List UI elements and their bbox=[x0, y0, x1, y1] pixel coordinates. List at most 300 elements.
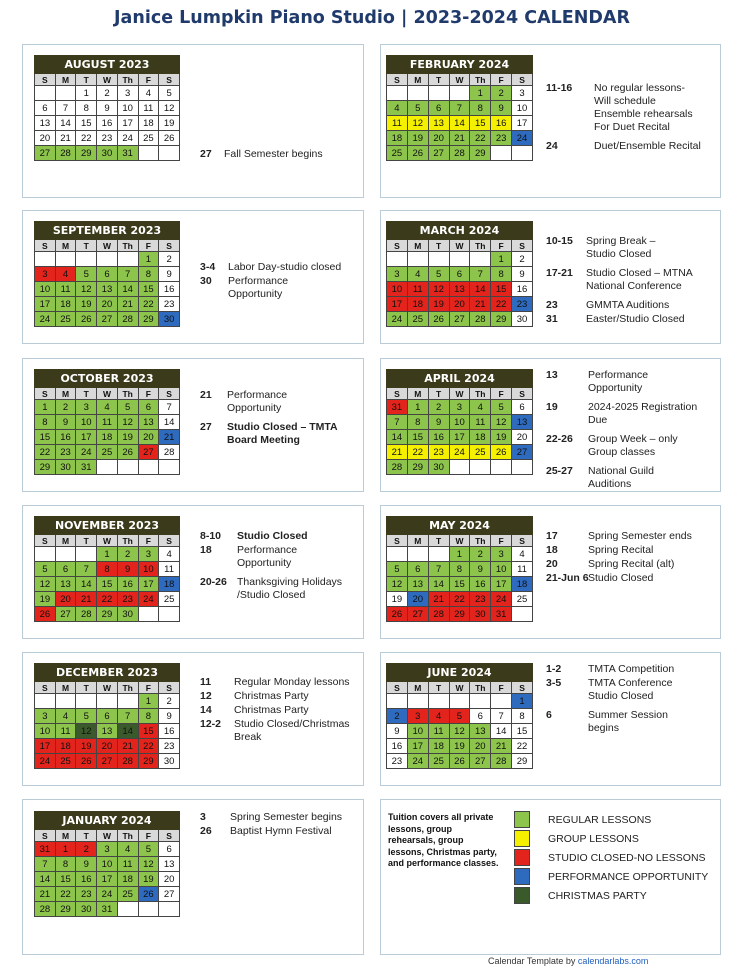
legend-label: GROUP LESSONS bbox=[548, 833, 639, 845]
day-cell: 6 bbox=[449, 267, 470, 282]
day-cell: 27 bbox=[470, 754, 491, 769]
day-cell: 21 bbox=[470, 297, 491, 312]
day-cell: 21 bbox=[428, 592, 449, 607]
weekday-header: M bbox=[407, 535, 428, 547]
day-cell: 1 bbox=[138, 694, 159, 709]
week-row bbox=[35, 857, 180, 872]
footer-credit bbox=[488, 956, 648, 966]
weekday-header: S bbox=[512, 535, 533, 547]
day-cell: 22 bbox=[407, 445, 428, 460]
weekday-header: S bbox=[35, 535, 56, 547]
week-row bbox=[387, 312, 533, 327]
day-cell bbox=[97, 252, 118, 267]
day-cell: 24 bbox=[76, 445, 97, 460]
day-cell: 12 bbox=[407, 116, 428, 131]
weekday-header: S bbox=[387, 535, 408, 547]
note-text: Christmas Party bbox=[234, 704, 309, 716]
day-cell bbox=[387, 694, 408, 709]
week-row bbox=[35, 754, 180, 769]
day-cell bbox=[76, 252, 97, 267]
week-row bbox=[35, 739, 180, 754]
day-cell: 23 bbox=[428, 445, 449, 460]
day-cell: 29 bbox=[138, 312, 159, 327]
day-cell: 3 bbox=[35, 709, 56, 724]
day-cell bbox=[138, 460, 159, 475]
week-row bbox=[387, 460, 533, 475]
day-cell: 16 bbox=[491, 116, 512, 131]
legend-item-regular bbox=[514, 811, 734, 830]
day-cell: 29 bbox=[470, 146, 491, 161]
weekday-header: M bbox=[407, 74, 428, 86]
weekday-header: Th bbox=[117, 830, 138, 842]
note-text: TMTA Conference Studio Closed bbox=[588, 677, 673, 702]
note-date: 21-Jun 6 bbox=[546, 572, 589, 584]
day-cell: 18 bbox=[138, 116, 159, 131]
day-cell: 1 bbox=[449, 547, 470, 562]
note-text: Labor Day-studio closed bbox=[228, 261, 342, 273]
day-cell: 7 bbox=[35, 857, 56, 872]
note-text: Performance Opportunity bbox=[227, 389, 288, 414]
legend-swatch bbox=[514, 868, 530, 885]
note-text: Studio Closed – TMTA Board Meeting bbox=[227, 421, 338, 446]
day-cell: 23 bbox=[97, 131, 118, 146]
weekday-header: F bbox=[491, 74, 512, 86]
calendar-january bbox=[34, 811, 180, 917]
day-cell: 30 bbox=[55, 460, 76, 475]
day-cell: 15 bbox=[470, 116, 491, 131]
day-cell: 19 bbox=[491, 430, 512, 445]
week-row bbox=[387, 547, 533, 562]
week-row bbox=[387, 86, 533, 101]
day-cell bbox=[117, 252, 138, 267]
weekday-header: S bbox=[512, 74, 533, 86]
month-name: NOVEMBER 2023 bbox=[35, 517, 180, 535]
week-row bbox=[35, 297, 180, 312]
day-cell: 27 bbox=[97, 754, 118, 769]
day-cell: 8 bbox=[512, 709, 533, 724]
weekday-header: S bbox=[159, 240, 180, 252]
day-cell: 11 bbox=[512, 562, 533, 577]
day-cell: 19 bbox=[449, 739, 470, 754]
day-cell: 8 bbox=[491, 267, 512, 282]
weekday-header: S bbox=[35, 240, 56, 252]
note-date: 11-16 bbox=[546, 82, 573, 94]
day-cell: 25 bbox=[97, 445, 118, 460]
day-cell: 29 bbox=[512, 754, 533, 769]
weekday-header: T bbox=[76, 830, 97, 842]
day-cell: 2 bbox=[76, 842, 97, 857]
day-cell: 26 bbox=[159, 131, 180, 146]
day-cell: 8 bbox=[76, 101, 97, 116]
day-cell: 2 bbox=[428, 400, 449, 415]
month-name: DECEMBER 2023 bbox=[35, 664, 180, 682]
day-cell: 15 bbox=[512, 724, 533, 739]
week-row bbox=[35, 902, 180, 917]
day-cell: 19 bbox=[76, 739, 97, 754]
legend-item-performance bbox=[514, 868, 734, 887]
day-cell: 27 bbox=[407, 607, 428, 622]
day-cell: 28 bbox=[449, 146, 470, 161]
weekday-header: Th bbox=[117, 535, 138, 547]
note-text: Spring Recital bbox=[588, 544, 654, 556]
day-cell: 26 bbox=[76, 312, 97, 327]
weekday-header: W bbox=[97, 535, 118, 547]
week-row bbox=[35, 547, 180, 562]
day-cell: 9 bbox=[159, 267, 180, 282]
weekday-header: Th bbox=[117, 388, 138, 400]
day-cell: 3 bbox=[491, 547, 512, 562]
day-cell: 15 bbox=[449, 577, 470, 592]
footer-link[interactable]: calendarlabs.com bbox=[577, 956, 649, 966]
note-text: Group Week – only Group classes bbox=[588, 433, 678, 458]
week-row bbox=[387, 400, 533, 415]
day-cell: 18 bbox=[117, 872, 138, 887]
note-date: 17 bbox=[546, 530, 558, 542]
note-text: Regular Monday lessons bbox=[234, 676, 350, 688]
day-cell: 4 bbox=[428, 709, 449, 724]
week-row bbox=[35, 282, 180, 297]
day-cell: 31 bbox=[117, 146, 138, 161]
month-name: JANUARY 2024 bbox=[35, 812, 180, 830]
day-cell: 10 bbox=[387, 282, 408, 297]
weekday-header: M bbox=[407, 388, 428, 400]
day-cell bbox=[449, 694, 470, 709]
week-row bbox=[35, 131, 180, 146]
week-row bbox=[35, 116, 180, 131]
day-cell: 4 bbox=[117, 842, 138, 857]
day-cell: 23 bbox=[491, 131, 512, 146]
page-title: Janice Lumpkin Piano Studio | 2023-2024 CALENDAR bbox=[114, 8, 630, 28]
day-cell: 30 bbox=[76, 902, 97, 917]
weekday-header: W bbox=[97, 682, 118, 694]
day-cell: 25 bbox=[387, 146, 408, 161]
day-cell: 6 bbox=[407, 562, 428, 577]
day-cell: 3 bbox=[512, 86, 533, 101]
weekday-header: S bbox=[512, 682, 533, 694]
week-row bbox=[35, 86, 180, 101]
day-cell: 26 bbox=[449, 754, 470, 769]
day-cell bbox=[449, 86, 470, 101]
day-cell: 28 bbox=[159, 445, 180, 460]
day-cell: 21 bbox=[35, 887, 56, 902]
day-cell: 2 bbox=[470, 547, 491, 562]
day-cell: 26 bbox=[387, 607, 408, 622]
note-text: Easter/Studio Closed bbox=[586, 313, 685, 325]
calendar-october bbox=[34, 369, 180, 475]
day-cell: 28 bbox=[76, 607, 97, 622]
weekday-header: M bbox=[55, 74, 76, 86]
day-cell: 9 bbox=[97, 101, 118, 116]
day-cell: 16 bbox=[55, 430, 76, 445]
legend-swatch bbox=[514, 849, 530, 866]
note-text: GMMTA Auditions bbox=[586, 299, 670, 311]
legend-swatch bbox=[514, 887, 530, 904]
day-cell: 1 bbox=[35, 400, 56, 415]
note-date: 19 bbox=[546, 401, 558, 413]
day-cell: 7 bbox=[117, 267, 138, 282]
day-cell: 28 bbox=[117, 754, 138, 769]
day-cell: 30 bbox=[512, 312, 533, 327]
week-row bbox=[387, 724, 533, 739]
weekday-header: Th bbox=[470, 388, 491, 400]
day-cell: 7 bbox=[428, 562, 449, 577]
day-cell: 28 bbox=[470, 312, 491, 327]
day-cell bbox=[512, 460, 533, 475]
day-cell bbox=[35, 86, 56, 101]
day-cell: 19 bbox=[407, 131, 428, 146]
day-cell: 21 bbox=[117, 739, 138, 754]
weekday-header: Th bbox=[470, 535, 491, 547]
day-cell bbox=[97, 460, 118, 475]
day-cell: 3 bbox=[76, 400, 97, 415]
day-cell: 25 bbox=[470, 445, 491, 460]
day-cell: 3 bbox=[35, 267, 56, 282]
day-cell: 6 bbox=[55, 562, 76, 577]
note-date: 3-5 bbox=[546, 677, 562, 689]
day-cell: 14 bbox=[76, 577, 97, 592]
day-cell: 2 bbox=[387, 709, 408, 724]
day-cell: 11 bbox=[387, 116, 408, 131]
day-cell bbox=[35, 547, 56, 562]
day-cell: 17 bbox=[387, 297, 408, 312]
day-cell: 17 bbox=[35, 297, 56, 312]
day-cell: 19 bbox=[159, 116, 180, 131]
note-date: 30 bbox=[200, 275, 212, 287]
day-cell: 14 bbox=[55, 116, 76, 131]
day-cell bbox=[76, 547, 97, 562]
day-cell: 3 bbox=[97, 842, 118, 857]
day-cell: 11 bbox=[97, 415, 118, 430]
day-cell: 31 bbox=[387, 400, 408, 415]
day-cell: 2 bbox=[55, 400, 76, 415]
weekday-header: F bbox=[491, 240, 512, 252]
day-cell: 21 bbox=[55, 131, 76, 146]
day-cell: 5 bbox=[387, 562, 408, 577]
day-cell: 9 bbox=[117, 562, 138, 577]
week-row bbox=[35, 842, 180, 857]
day-cell: 27 bbox=[138, 445, 159, 460]
weekday-header: F bbox=[138, 682, 159, 694]
day-cell: 1 bbox=[407, 400, 428, 415]
note-text: Christmas Party bbox=[234, 690, 309, 702]
day-cell: 18 bbox=[387, 131, 408, 146]
day-cell: 20 bbox=[55, 592, 76, 607]
day-cell: 3 bbox=[407, 709, 428, 724]
day-cell: 11 bbox=[470, 415, 491, 430]
week-row bbox=[387, 694, 533, 709]
day-cell: 16 bbox=[387, 739, 408, 754]
weekday-header: S bbox=[387, 388, 408, 400]
day-cell: 14 bbox=[470, 282, 491, 297]
day-cell: 12 bbox=[138, 857, 159, 872]
month-name: AUGUST 2023 bbox=[35, 56, 180, 74]
day-cell: 8 bbox=[97, 562, 118, 577]
week-row bbox=[35, 400, 180, 415]
day-cell bbox=[407, 252, 428, 267]
weekday-header: S bbox=[159, 74, 180, 86]
day-cell: 10 bbox=[35, 282, 56, 297]
week-row bbox=[35, 252, 180, 267]
day-cell: 6 bbox=[470, 709, 491, 724]
day-cell: 30 bbox=[117, 607, 138, 622]
footer-prefix: Calendar Template by bbox=[488, 956, 578, 966]
day-cell: 24 bbox=[35, 754, 56, 769]
calendar-march bbox=[386, 221, 533, 327]
day-cell: 5 bbox=[35, 562, 56, 577]
note-text: No regular lessons- Will schedule Ensemble rehearsals For Duet Recital bbox=[594, 82, 693, 133]
weekday-header: F bbox=[138, 535, 159, 547]
day-cell: 23 bbox=[159, 297, 180, 312]
day-cell bbox=[138, 607, 159, 622]
day-cell: 3 bbox=[387, 267, 408, 282]
day-cell: 18 bbox=[55, 739, 76, 754]
day-cell: 6 bbox=[138, 400, 159, 415]
note-text: Studio Closed – MTNA National Conference bbox=[586, 267, 693, 292]
day-cell: 5 bbox=[76, 709, 97, 724]
day-cell: 23 bbox=[470, 592, 491, 607]
week-row bbox=[35, 460, 180, 475]
day-cell: 22 bbox=[138, 297, 159, 312]
weekday-header: S bbox=[159, 535, 180, 547]
day-cell: 16 bbox=[97, 116, 118, 131]
day-cell bbox=[35, 252, 56, 267]
day-cell: 7 bbox=[55, 101, 76, 116]
day-cell: 24 bbox=[35, 312, 56, 327]
calendar-november bbox=[34, 516, 180, 622]
day-cell: 26 bbox=[491, 445, 512, 460]
day-cell: 27 bbox=[512, 445, 533, 460]
day-cell: 4 bbox=[55, 709, 76, 724]
week-row bbox=[387, 592, 533, 607]
day-cell: 27 bbox=[428, 146, 449, 161]
legend-label: STUDIO CLOSED-NO LESSONS bbox=[548, 852, 706, 864]
weekday-header: M bbox=[407, 240, 428, 252]
note-text: Performance Opportunity bbox=[588, 369, 649, 394]
day-cell: 4 bbox=[159, 547, 180, 562]
day-cell: 21 bbox=[387, 445, 408, 460]
day-cell: 28 bbox=[428, 607, 449, 622]
legend-label: PERFORMANCE OPPORTUNITY bbox=[548, 871, 709, 883]
day-cell: 24 bbox=[117, 131, 138, 146]
day-cell: 1 bbox=[138, 252, 159, 267]
day-cell: 25 bbox=[117, 887, 138, 902]
day-cell: 26 bbox=[117, 445, 138, 460]
weekday-header: F bbox=[491, 535, 512, 547]
day-cell: 21 bbox=[117, 297, 138, 312]
day-cell: 16 bbox=[159, 724, 180, 739]
weekday-header: S bbox=[159, 830, 180, 842]
note-text: Summer Session begins bbox=[588, 709, 668, 734]
month-name: FEBRUARY 2024 bbox=[387, 56, 533, 74]
day-cell: 1 bbox=[76, 86, 97, 101]
day-cell bbox=[428, 694, 449, 709]
day-cell bbox=[470, 694, 491, 709]
day-cell: 23 bbox=[512, 297, 533, 312]
note-date: 31 bbox=[546, 313, 558, 325]
day-cell: 19 bbox=[428, 297, 449, 312]
day-cell: 29 bbox=[76, 146, 97, 161]
day-cell: 1 bbox=[470, 86, 491, 101]
note-text: Performance Opportunity bbox=[228, 275, 289, 300]
day-cell: 13 bbox=[35, 116, 56, 131]
day-cell: 29 bbox=[97, 607, 118, 622]
day-cell: 29 bbox=[449, 607, 470, 622]
day-cell: 13 bbox=[97, 282, 118, 297]
day-cell: 25 bbox=[512, 592, 533, 607]
day-cell: 22 bbox=[35, 445, 56, 460]
note-date: 20-26 bbox=[200, 576, 227, 588]
day-cell: 16 bbox=[76, 872, 97, 887]
day-cell: 3 bbox=[117, 86, 138, 101]
weekday-header: T bbox=[428, 240, 449, 252]
week-row bbox=[387, 754, 533, 769]
weekday-header: M bbox=[407, 682, 428, 694]
month-name: OCTOBER 2023 bbox=[35, 370, 180, 388]
day-cell: 28 bbox=[35, 902, 56, 917]
note-date: 24 bbox=[546, 140, 558, 152]
day-cell: 23 bbox=[387, 754, 408, 769]
week-row bbox=[387, 282, 533, 297]
day-cell: 10 bbox=[117, 101, 138, 116]
day-cell: 15 bbox=[491, 282, 512, 297]
day-cell: 12 bbox=[387, 577, 408, 592]
day-cell: 15 bbox=[35, 430, 56, 445]
day-cell bbox=[117, 460, 138, 475]
day-cell: 4 bbox=[97, 400, 118, 415]
calendar-april bbox=[386, 369, 533, 475]
day-cell bbox=[55, 86, 76, 101]
note-date: 23 bbox=[546, 299, 558, 311]
note-date: 27 bbox=[200, 421, 212, 433]
day-cell: 30 bbox=[159, 312, 180, 327]
day-cell: 16 bbox=[428, 430, 449, 445]
weekday-header: W bbox=[97, 240, 118, 252]
day-cell: 11 bbox=[117, 857, 138, 872]
day-cell bbox=[491, 460, 512, 475]
note-date: 11 bbox=[200, 676, 212, 688]
note-date: 10-15 bbox=[546, 235, 573, 247]
weekday-header: Th bbox=[470, 74, 491, 86]
weekday-header: M bbox=[55, 682, 76, 694]
day-cell: 9 bbox=[428, 415, 449, 430]
day-cell: 12 bbox=[449, 724, 470, 739]
day-cell: 14 bbox=[159, 415, 180, 430]
week-row bbox=[35, 146, 180, 161]
week-row bbox=[387, 739, 533, 754]
day-cell: 13 bbox=[159, 857, 180, 872]
day-cell: 23 bbox=[117, 592, 138, 607]
calendar-december bbox=[34, 663, 180, 769]
day-cell bbox=[159, 460, 180, 475]
day-cell: 12 bbox=[117, 415, 138, 430]
weekday-header: F bbox=[491, 682, 512, 694]
note-text: Fall Semester begins bbox=[224, 148, 323, 160]
day-cell: 14 bbox=[117, 282, 138, 297]
weekday-header: M bbox=[55, 535, 76, 547]
day-cell: 20 bbox=[428, 131, 449, 146]
calendar-may bbox=[386, 516, 533, 622]
weekday-header: Th bbox=[117, 74, 138, 86]
day-cell: 24 bbox=[97, 887, 118, 902]
day-cell: 16 bbox=[470, 577, 491, 592]
day-cell: 20 bbox=[512, 430, 533, 445]
day-cell: 10 bbox=[35, 724, 56, 739]
day-cell: 20 bbox=[138, 430, 159, 445]
legend-swatch bbox=[514, 830, 530, 847]
day-cell bbox=[428, 252, 449, 267]
weekday-header: T bbox=[76, 74, 97, 86]
day-cell: 1 bbox=[97, 547, 118, 562]
